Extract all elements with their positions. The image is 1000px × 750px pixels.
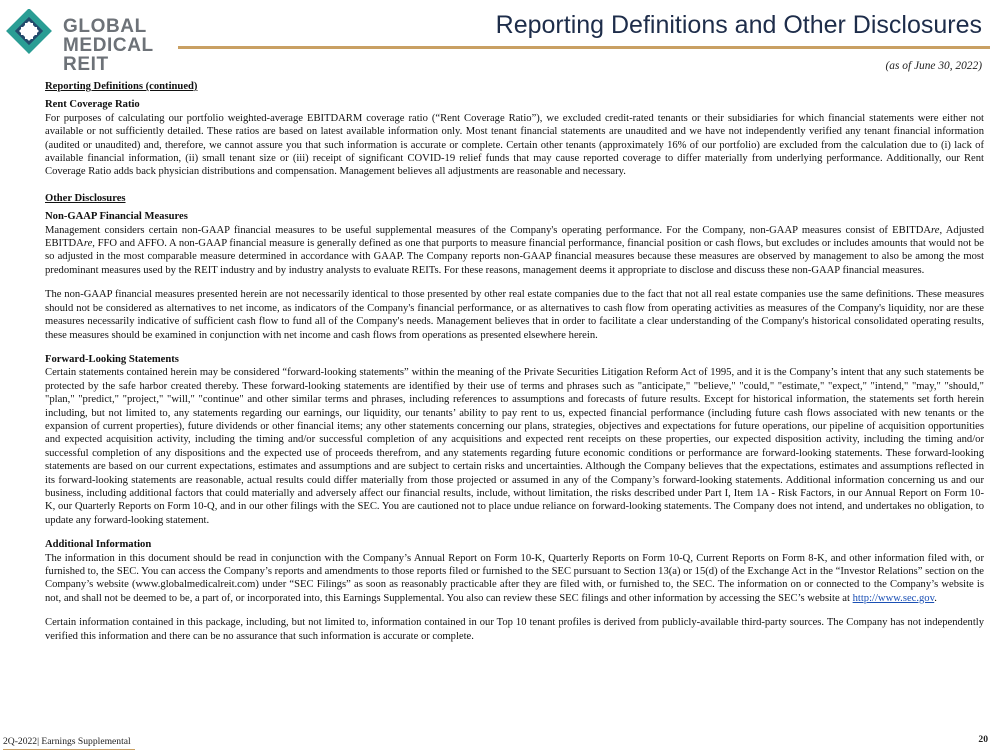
non-gaap-italic-re-2: re — [83, 238, 93, 250]
non-gaap-text-a: Management considers certain non-GAAP financial measures to be useful supplemental measures of the Company's operating performance. For the Company, non-GAAP measures consist of EBITDA — [45, 224, 932, 236]
sec-website-link[interactable]: http://www.sec.gov — [852, 592, 935, 604]
logo-wordmark — [63, 17, 178, 74]
disclosure-body — [45, 80, 984, 643]
additional-info-heading: Additional Information — [45, 539, 152, 551]
additional-info-paragraph-2: Certain information contained in this package, including, but not limited to, information contained in our Top 10 tenant profiles is derived from publicly-available third-party sources. The Company has not independently verified this information and there can be no assurance that such information is accurate or complete. — [45, 617, 984, 642]
page-number: 20 — [978, 734, 988, 745]
non-gaap-text-b: , Adjusted EBITDA — [45, 224, 984, 250]
additional-info-text-a: The information in this document should be read in conjunction with the Company’s Annual Report on Form 10-K, Quarterly Reports on Form 10-Q, Current Reports on Form 8-K, and other information filed with, or furnished to, the SEC. You can access the Company’s reports and amendments to those reports filed or furnished to the SEC pursuant to Section 13(a) or 15(d) of the Exchange Act in the “Investor Relations” section on the Company’s website (www.globalmedicalreit.com) under “SEC Filings” as soon as reasonably practicable after they are filed with, or furnished to, the SEC. The information on or connected to the Company’s website is not, and shall not be deemed to be, a part of, or incorporated into, this Earnings Supplemental. You also can review these SEC filings and other information by accessing the SEC’s website at — [45, 552, 984, 604]
logo-line-medical-reit: MEDICAL REIT — [63, 35, 154, 75]
rent-coverage-heading: Rent Coverage Ratio — [45, 99, 140, 111]
reporting-definitions-heading: Reporting Definitions (continued) — [45, 81, 198, 92]
forward-looking-text: Certain statements contained herein may be considered “forward-looking statements” within the meaning of the Private Securities Litigation Reform Act of 1995, and it is the Company’s intent that any such statements be protected by the safe harbor created thereby. These forward-looking statements are identified by their use of terms and phrases such as "anticipate," "believe," "could," "estimate," "expect," "intend," "may," "should," "plan," "predict," "project," "will," "continue" and other similar terms and phrases, including references to assumptions and forecasts of future results. Except for historical information, the statements set forth herein including, but not limited to, any statements regarding our earnings, our liquidity, our tenants’ ability to pay rent to us, expected financial performance (including future cash flows associated with new tenants or the expansion of current properties), future dividends or other financial items; any other statements concerning our plans, strategies, objectives and expectations for future operations, our pipeline of acquisition opportunities and expected acquisition activity, including the timing and/or successful completion of any acquisitions and expected rent receipts on these properties, our expected disposition activity, including the timing and/or successful completion of any dispositions and the expected use of proceeds therefrom, and any statements regarding future economic conditions or performance are forward-looking statements. These forward-looking statements are based on our current expectations, estimates and assumptions and are subject to certain risks and uncertainties. Although the Company believes that the expectations, estimates and assumptions reflected in its forward-looking statements are reasonable, actual results could differ materially from those projected or assumed in any of the Company’s forward-looking statements. Additional information concerning us and our business, including additional factors that could materially and adversely affect our financial results, include, without limitation, the risks described under Part I, Item 1A - Risk Factors, in our Annual Report on Form 10-K, our Quarterly Reports on Form 10-Q, and in our other filings with the SEC. You are cautioned not to place undue reliance on forward-looking statements. The Company does not intend, and undertakes no obligation, to update any forward-looking statement. — [45, 367, 984, 526]
header-rule — [178, 46, 990, 49]
company-logo — [3, 9, 178, 75]
footer-label: 2Q-2022| Earnings Supplemental — [3, 736, 131, 747]
non-gaap-heading: Non-GAAP Financial Measures — [45, 211, 188, 223]
other-disclosures-heading: Other Disclosures — [45, 192, 126, 204]
page-title: Reporting Definitions and Other Disclosures — [495, 11, 982, 39]
non-gaap-italic-re-1: re — [931, 224, 940, 236]
as-of-date: (as of June 30, 2022) — [885, 60, 982, 72]
non-gaap-paragraph-2: The non-GAAP financial measures presented herein are not necessarily identical to those presented by other real estate companies due to the fact that not all real estate companies use the same definitions. These measures should not be considered as alternatives to net income, as indicators of the Company's financial performance, or as alternatives to cash flow from operating activities as measures of the Company's liquidity, nor are these measures necessarily indicative of sufficient cash flow to fund all of the Company's needs. Management believes that in order to facilitate a clear understanding of the Company's historical consolidated operating results, these measures should be examined in conjunction with net income and cash flows from operations as presented elsewhere herein. — [45, 289, 984, 341]
logo-cross-icon — [3, 9, 55, 57]
additional-info-text-b: . — [934, 592, 937, 604]
additional-info-paragraph-1 — [45, 552, 984, 606]
rent-coverage-text: For purposes of calculating our portfolio weighted-average EBITDARM coverage ratio (“Rent Coverage Ratio”), we excluded credit-rated tenants or their subsidiaries for which financial statements were either not available or not sufficiently detailed. These ratios are based on latest available information only. Most tenant financial statements are unaudited and we have not independently verified any tenant financial information (audited or unaudited) and, therefore, we cannot assure you that such information is accurate or complete. Certain other tenants (approximately 16% of our portfolio) are excluded from the calculation due to (i) lack of available financial information, (ii) small tenant size or (iii) receipt of significant COVID-19 relief funds that may cause reported coverage to differ materially from underlying performance. Additionally, our Rent Coverage Ratio adds back physician distributions and compensation. Management believes all adjustments are reasonable and necessary. — [45, 112, 984, 178]
non-gaap-text-c: , FFO and AFFO. A non-GAAP financial measure is generally defined as one that purports to measure financial performance, financial position or cash flows, but excludes or includes amounts that would not be so adjusted in the most comparable measure determined in accordance with GAAP. The Company reports non-GAAP financial measures because these measures are observed by management to also be among the most predominant measures used by the REIT industry and by industry analysts to evaluate REITs. For these reasons, management deems it appropriate to disclose and discuss these non-GAAP financial measures. — [45, 238, 984, 276]
non-gaap-paragraph-1 — [45, 224, 984, 278]
logo-line-global: GLOBAL — [63, 16, 147, 37]
forward-looking-heading: Forward-Looking Statements — [45, 353, 179, 365]
